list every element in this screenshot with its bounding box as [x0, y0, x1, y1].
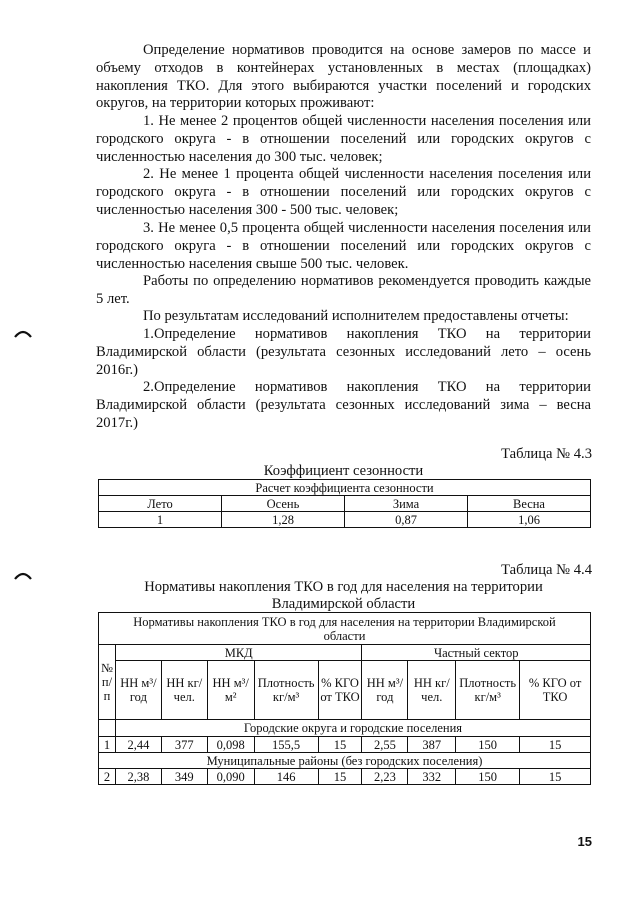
paragraph-item-3: 3. Не менее 0,5 процента общей численности населения поселения или городского округа - в отношении поселений или городских округов с численностью населения свыше 500 тыс. человек.	[96, 220, 591, 272]
table-4-4-header: Нормативы накопления ТКО в год для населения на территории Владимирской области	[99, 613, 591, 645]
table-row-2-cell: 2,23	[362, 769, 408, 785]
table-4-4-col-mkd-density: Плотность кг/м³	[254, 661, 318, 720]
paragraph-reports-intro: По результатам исследований исполнителем предоставлены отчеты:	[143, 308, 569, 324]
table-row-2-cell: 146	[254, 769, 318, 785]
table-4-4	[98, 612, 591, 785]
table-4-3-value-autumn: 1,28	[222, 512, 345, 528]
table-4-3-col-spring: Весна	[468, 496, 591, 512]
table-4-4-section-2: Муниципальные районы (без городских поселения)	[99, 753, 591, 769]
table-4-4-group-mkd: МКД	[115, 645, 362, 661]
table-4-4-group-private: Частный сектор	[362, 645, 591, 661]
table-row-2-cell: 0,090	[207, 769, 254, 785]
table-row-2-cell: 349	[161, 769, 207, 785]
table-4-3-title: Коэффициент сезонности	[263, 463, 424, 479]
table-row-1-cell: 15	[520, 737, 591, 753]
table-4-3-number: Таблица № 4.3	[501, 446, 592, 462]
table-4-3-value-winter: 0,87	[345, 512, 468, 528]
table-4-3-value-summer: 1	[99, 512, 222, 528]
page-number: 15	[577, 834, 592, 849]
table-4-3	[98, 479, 591, 528]
table-row-1-cell: 377	[161, 737, 207, 753]
table-row-1-cell: 155,5	[254, 737, 318, 753]
table-4-3-header: Расчет коэффициента сезонности	[99, 480, 591, 496]
table-4-4-col-private-kgo: % КГО от ТКО	[520, 661, 591, 720]
table-row-2-num: 2	[99, 769, 116, 785]
table-4-3-col-winter: Зима	[345, 496, 468, 512]
table-row-2-cell: 15	[520, 769, 591, 785]
table-row-1-num: 1	[99, 737, 116, 753]
table-row-2-cell: 2,38	[115, 769, 161, 785]
table-row-2-cell: 15	[318, 769, 362, 785]
table-4-4-col-mkd-vol: НН м³/год	[115, 661, 161, 720]
table-4-4-title-line2: Владимирской области	[271, 596, 416, 612]
table-row-2-cell: 332	[408, 769, 456, 785]
paragraph-report-2: 2.Определение нормативов накопления ТКО на территории Владимирской области (результата сезонных исследований зима – весна 2017г.)	[96, 379, 591, 431]
paragraph-item-2: 2. Не менее 1 процента общей численности населения поселения или городского округа - в отношении поселений или городских округов с численностью населения 300 - 500 тыс. человек;	[96, 166, 591, 218]
table-4-3-col-summer: Лето	[99, 496, 222, 512]
binder-hole-mark	[14, 571, 32, 580]
table-4-4-col-mkd-kgo: % КГО от ТКО	[318, 661, 362, 720]
binder-hole-mark	[14, 329, 32, 338]
table-4-4-col-mkd-area: НН м³/м²	[207, 661, 254, 720]
paragraph-intro: Определение нормативов проводится на основе замеров по массе и объему отходов в контейнерах установленных в местах (площадках) накопления ТКО. Для этого выбираются участки поселений и городских округов, на территории которых проживают:	[96, 42, 591, 112]
table-row-1-cell: 2,44	[115, 737, 161, 753]
table-4-3-col-autumn: Осень	[222, 496, 345, 512]
table-row-1-cell: 387	[408, 737, 456, 753]
table-4-4-col-private-density: Плотность кг/м³	[456, 661, 520, 720]
table-4-4-title-line1: Нормативы накопления ТКО в год для населения на территории	[144, 579, 543, 595]
table-4-4-col-mkd-mass: НН кг/чел.	[161, 661, 207, 720]
table-4-4-number: Таблица № 4.4	[501, 562, 592, 578]
table-4-3-value-spring: 1,06	[468, 512, 591, 528]
paragraph-frequency: Работы по определению нормативов рекомендуется проводить каждые 5 лет.	[96, 273, 591, 307]
table-4-4-col-num: № п/п	[99, 645, 116, 720]
paragraph-report-1: 1.Определение нормативов накопления ТКО на территории Владимирской области (результата сезонных исследований лето – осень 2016г.)	[96, 326, 591, 378]
table-4-4-col-private-vol: НН м³/год	[362, 661, 408, 720]
table-row-1-cell: 15	[318, 737, 362, 753]
table-4-4-col-private-mass: НН кг/чел.	[408, 661, 456, 720]
table-4-4-section-1: Городские округа и городские поселения	[115, 720, 590, 737]
paragraph-item-1: 1. Не менее 2 процентов общей численности населения поселения или городского округа - в отношении поселений или городских округов с численностью населения до 300 тыс. человек;	[96, 113, 591, 165]
table-row-1-cell: 0,098	[207, 737, 254, 753]
table-row-1-cell: 150	[456, 737, 520, 753]
table-row-2-cell: 150	[456, 769, 520, 785]
table-row-1-cell: 2,55	[362, 737, 408, 753]
table-4-4-section-empty	[99, 720, 116, 737]
